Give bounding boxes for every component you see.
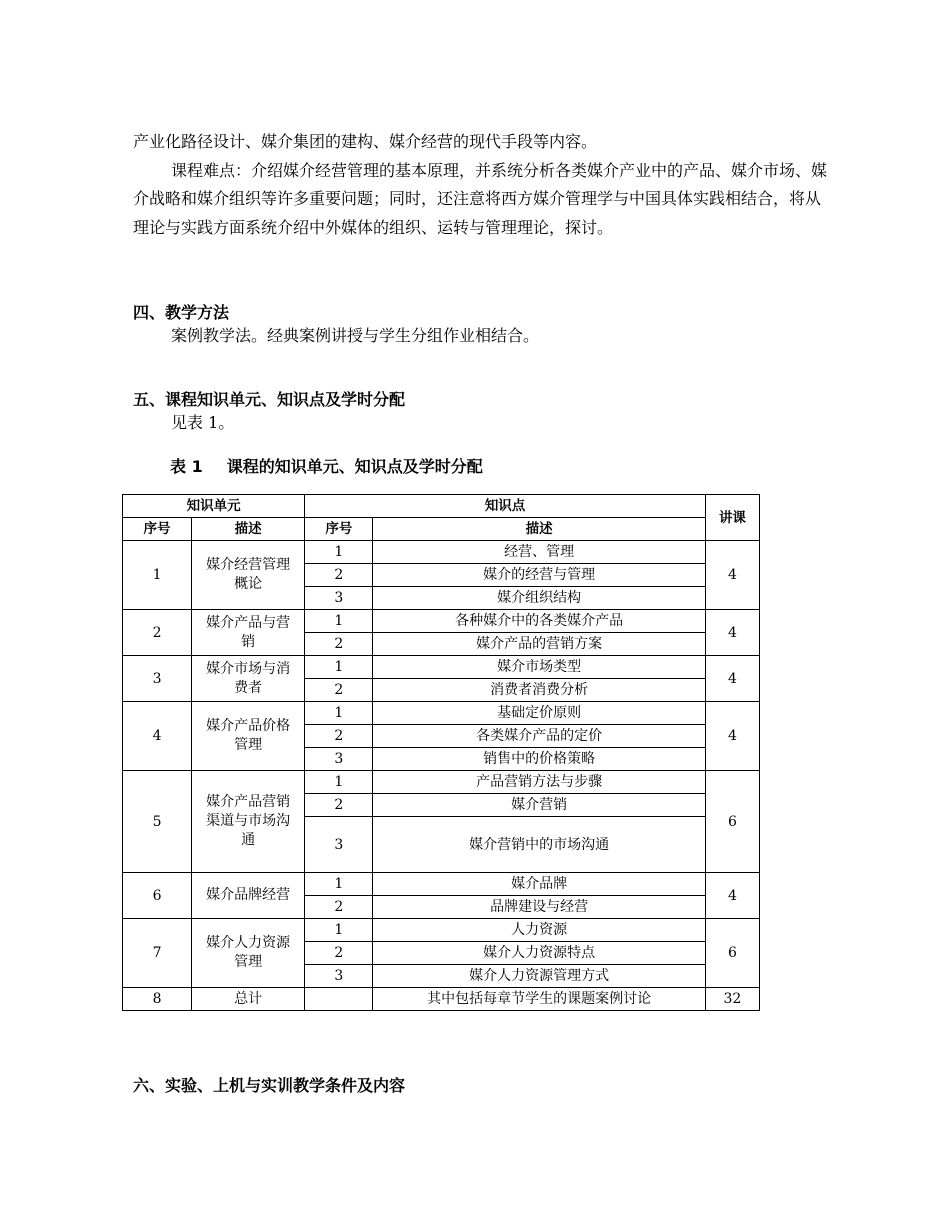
unit-description: 媒介人力资源管理 <box>192 919 305 988</box>
total-note: 其中包括每章节学生的课题案例讨论 <box>373 988 706 1011</box>
paragraph-line1: 产业化路径设计、媒介集团的建构、媒介经营的现代手段等内容。 <box>133 132 598 151</box>
point-number: 2 <box>305 725 373 748</box>
section6-heading: 六、实验、上机与实训教学条件及内容 <box>133 1076 406 1095</box>
point-number: 1 <box>305 610 373 633</box>
header-point-desc: 描述 <box>373 518 706 541</box>
unit-number: 3 <box>123 656 192 702</box>
point-number: 2 <box>305 896 373 919</box>
point-number: 2 <box>305 794 373 817</box>
point-description: 媒介市场类型 <box>373 656 706 679</box>
header-point-seq: 序号 <box>305 518 373 541</box>
section4-body: 案例教学法。经典案例讲授与学生分组作业相结合。 <box>171 326 540 345</box>
point-description: 媒介人力资源特点 <box>373 942 706 965</box>
point-description: 各类媒介产品的定价 <box>373 725 706 748</box>
unit-number: 6 <box>123 873 192 919</box>
point-description: 媒介的经营与管理 <box>373 564 706 587</box>
point-number: 3 <box>305 965 373 988</box>
section5-body: 见表 1。 <box>171 413 235 432</box>
table-caption-title: 课程的知识单元、知识点及学时分配 <box>226 457 483 476</box>
total-hours: 32 <box>705 988 759 1011</box>
point-description: 品牌建设与经营 <box>373 896 706 919</box>
point-number: 1 <box>305 656 373 679</box>
total-row <box>123 988 760 1011</box>
unit-hours: 4 <box>705 610 759 656</box>
header-hours: 讲课 <box>705 495 759 541</box>
section5-heading: 五、课程知识单元、知识点及学时分配 <box>133 390 406 409</box>
unit-hours: 6 <box>705 919 759 988</box>
table-row <box>123 771 760 794</box>
header-unit: 知识单元 <box>123 495 305 518</box>
point-number: 3 <box>305 817 373 873</box>
unit-description: 媒介市场与消费者 <box>192 656 305 702</box>
total-empty <box>305 988 373 1011</box>
point-description: 媒介营销中的市场沟通 <box>373 817 706 873</box>
unit-hours: 4 <box>705 873 759 919</box>
point-description: 媒介产品的营销方案 <box>373 633 706 656</box>
knowledge-table <box>122 494 760 1011</box>
header-point: 知识点 <box>305 495 706 518</box>
section4-heading: 四、教学方法 <box>133 303 230 322</box>
table-row <box>123 873 760 896</box>
point-description: 人力资源 <box>373 919 706 942</box>
point-description: 经营、管理 <box>373 541 706 564</box>
point-number: 2 <box>305 633 373 656</box>
unit-description: 媒介产品营销渠道与市场沟通 <box>192 771 305 873</box>
point-description: 媒介组织结构 <box>373 587 706 610</box>
point-description: 媒介营销 <box>373 794 706 817</box>
point-number: 1 <box>305 873 373 896</box>
point-number: 2 <box>305 679 373 702</box>
table-row <box>123 656 760 679</box>
unit-description: 媒介产品与营销 <box>192 610 305 656</box>
point-number: 3 <box>305 748 373 771</box>
table-caption <box>170 454 483 477</box>
paragraph-difficulty: 课程难点：介绍媒介经营管理的基本原理，并系统分析各类媒介产业中的产品、媒介市场、媒介战略和媒介组织等许多重要问题；同时，还注意将西方媒介管理学与中国具体实践相结合，将从理论与实践方面系统介绍中外媒体的组织、运转与管理理论，探讨。 <box>133 160 828 237</box>
point-number: 1 <box>305 702 373 725</box>
total-label: 总计 <box>192 988 305 1011</box>
point-number: 1 <box>305 919 373 942</box>
point-number: 1 <box>305 771 373 794</box>
unit-hours: 6 <box>705 771 759 873</box>
table-caption-number: 表 1 <box>170 457 203 476</box>
unit-number: 2 <box>123 610 192 656</box>
point-description: 基础定价原则 <box>373 702 706 725</box>
table-row <box>123 919 760 942</box>
point-number: 2 <box>305 564 373 587</box>
total-number: 8 <box>123 988 192 1011</box>
header-desc: 描述 <box>192 518 305 541</box>
point-number: 1 <box>305 541 373 564</box>
unit-number: 4 <box>123 702 192 771</box>
unit-hours: 4 <box>705 541 759 610</box>
unit-description: 媒介经营管理概论 <box>192 541 305 610</box>
point-description: 各种媒介中的各类媒介产品 <box>373 610 706 633</box>
point-description: 销售中的价格策略 <box>373 748 706 771</box>
point-description: 媒介品牌 <box>373 873 706 896</box>
unit-hours: 4 <box>705 702 759 771</box>
point-number: 2 <box>305 942 373 965</box>
unit-number: 7 <box>123 919 192 988</box>
point-number: 3 <box>305 587 373 610</box>
point-description: 媒介人力资源管理方式 <box>373 965 706 988</box>
unit-number: 5 <box>123 771 192 873</box>
unit-description: 媒介产品价格管理 <box>192 702 305 771</box>
point-description: 产品营销方法与步骤 <box>373 771 706 794</box>
header-seq: 序号 <box>123 518 192 541</box>
table-row <box>123 541 760 564</box>
point-description: 消费者消费分析 <box>373 679 706 702</box>
table-row <box>123 610 760 633</box>
table-row <box>123 702 760 725</box>
unit-number: 1 <box>123 541 192 610</box>
unit-hours: 4 <box>705 656 759 702</box>
unit-description: 媒介品牌经营 <box>192 873 305 919</box>
